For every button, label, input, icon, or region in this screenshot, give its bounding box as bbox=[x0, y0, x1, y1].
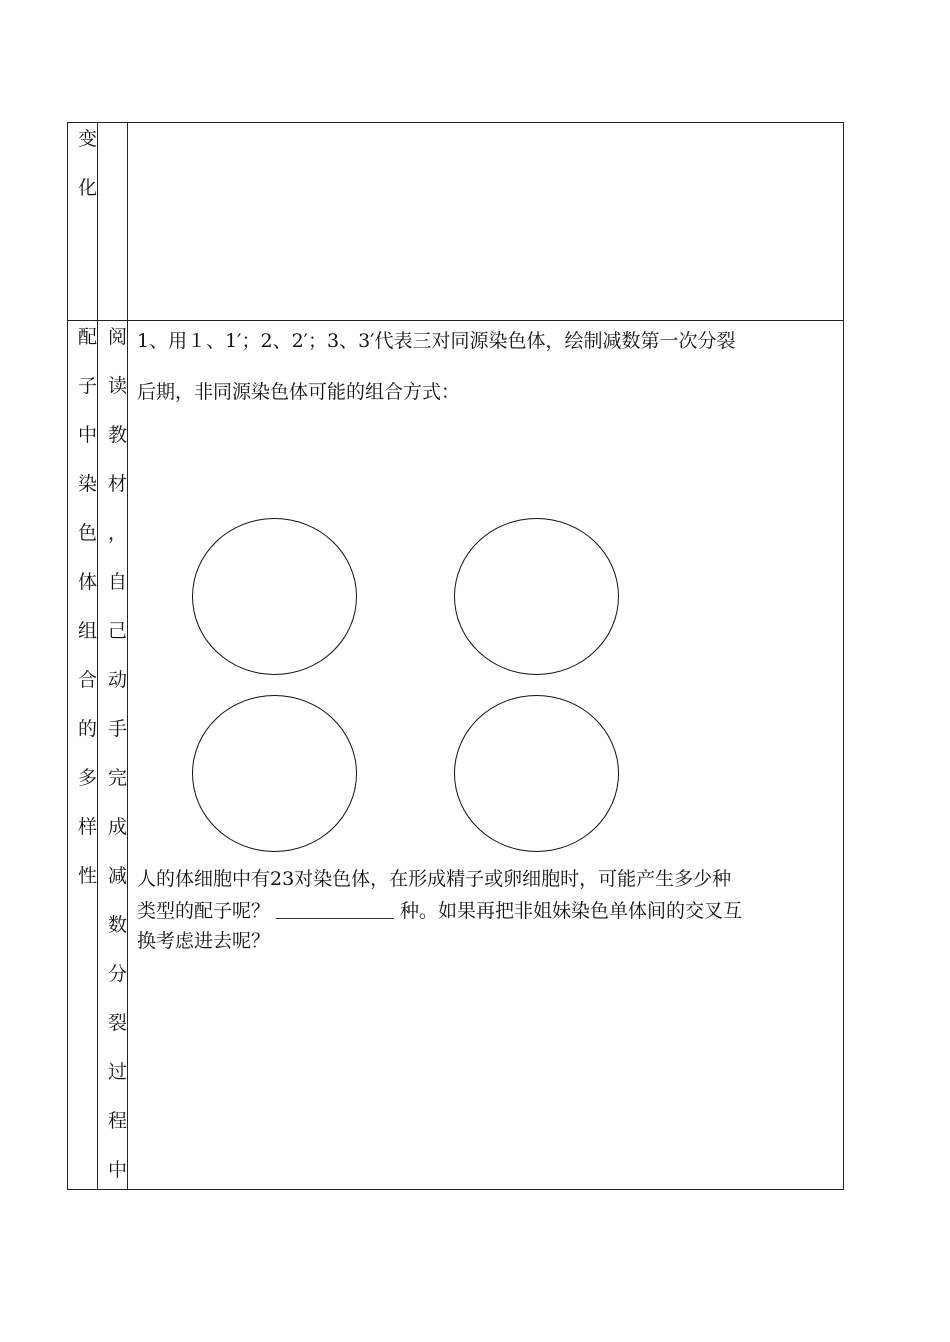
answer-blank[interactable] bbox=[276, 900, 394, 919]
question-line-2-start: 类型的配子呢？ bbox=[137, 900, 271, 922]
row1-label bbox=[78, 115, 97, 213]
task-line-2: 后期，非同源染色体可能的组合方式： bbox=[137, 381, 461, 403]
table-border-row-divider bbox=[67, 320, 844, 321]
vertical-char: 成 bbox=[108, 816, 128, 838]
vertical-char: 化 bbox=[78, 177, 98, 199]
vertical-char: 中 bbox=[108, 1159, 128, 1181]
vertical-char: 体 bbox=[78, 571, 98, 593]
drawing-circle-top-left[interactable] bbox=[192, 518, 357, 675]
table-border-right bbox=[843, 122, 844, 1190]
row2-topic-label bbox=[78, 313, 97, 901]
question-line-3: 换考虑进去呢？ bbox=[137, 930, 271, 952]
table-border-top bbox=[67, 122, 844, 123]
vertical-char: 读 bbox=[108, 375, 128, 397]
vertical-char: 子 bbox=[78, 375, 98, 397]
task-line-1: 1、用１、1′；2、2′；3、3′代表三对同源染色体，绘制减数第一次分裂 bbox=[137, 330, 736, 352]
vertical-char: 程 bbox=[108, 1110, 128, 1132]
vertical-char: 过 bbox=[108, 1061, 128, 1083]
vertical-char: 性 bbox=[78, 865, 98, 887]
vertical-char: 数 bbox=[108, 914, 128, 936]
vertical-char: 配 bbox=[78, 326, 98, 348]
vertical-char: 样 bbox=[78, 816, 98, 838]
table-border-left bbox=[67, 122, 68, 1190]
vertical-char: 阅 bbox=[108, 326, 128, 348]
vertical-char: 手 bbox=[108, 718, 128, 740]
vertical-char: 中 bbox=[78, 424, 98, 446]
question-line-2-end: 种。如果再把非姐妹染色单体间的交叉互 bbox=[400, 900, 743, 922]
table-border-bottom bbox=[67, 1189, 844, 1190]
question-line-1: 人的体细胞中有23对染色体，在形成精子或卵细胞时，可能产生多少种 bbox=[137, 868, 732, 890]
vertical-char: 裂 bbox=[108, 1012, 128, 1034]
drawing-circle-bottom-left[interactable] bbox=[192, 695, 357, 852]
row2-instruction bbox=[108, 313, 127, 1195]
vertical-char: 变 bbox=[78, 128, 98, 150]
vertical-char: 的 bbox=[78, 718, 98, 740]
vertical-char: 合 bbox=[78, 669, 98, 691]
vertical-char: 自 bbox=[108, 571, 128, 593]
vertical-char: 教 bbox=[108, 424, 128, 446]
vertical-char: 动 bbox=[108, 669, 128, 691]
table-border-col-divider-2 bbox=[127, 122, 128, 1190]
vertical-char: ， bbox=[108, 522, 128, 544]
vertical-char: 分 bbox=[108, 963, 128, 985]
vertical-char: 组 bbox=[78, 620, 98, 642]
drawing-circle-top-right[interactable] bbox=[454, 518, 619, 675]
table-border-col-divider-1 bbox=[97, 122, 98, 1190]
vertical-char: 色 bbox=[78, 522, 98, 544]
question-line-2 bbox=[137, 896, 742, 923]
vertical-char: 减 bbox=[108, 865, 128, 887]
drawing-circle-bottom-right[interactable] bbox=[454, 695, 619, 852]
vertical-char: 己 bbox=[108, 620, 128, 642]
vertical-char: 多 bbox=[78, 767, 98, 789]
vertical-char: 材 bbox=[108, 473, 128, 495]
vertical-char: 完 bbox=[108, 767, 128, 789]
vertical-char: 染 bbox=[78, 473, 98, 495]
